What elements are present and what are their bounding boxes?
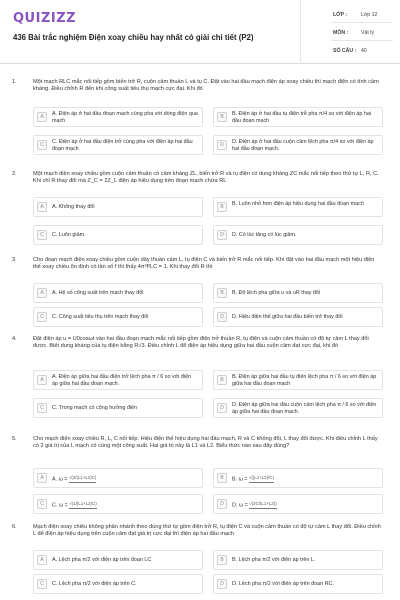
question-text: Một mạch RLC mắc nối tiếp gồm biến trở R, cuộn cảm thuần L và tụ C. Đặt vào hai đầu mạch điện áp xoay chiều thì mạch điện có tính cảm kháng. Điều chỉnh R đến khi công suất tiêu thụ mạch cực đại. Khi đó — [33, 79, 379, 93]
question-text: Đặt điện áp u = U0cosωt vào hai đầu đoạn mạch mắc nối tiếp gồm điện trở thuần R, tụ điện và cuộn cảm thuần có độ tự cảm L thay đổi được. Biết dung kháng của tụ điện bằng R√3. Điều chỉnh L để điện áp hiệu dụng giữa hai đầu cuộn cảm đạt cực đại, khi đó — [33, 336, 369, 350]
option-a[interactable]: A A. Lệch pha π/2 với điện áp trên đoạn LC — [33, 550, 203, 570]
option-b[interactable]: B B. Lệch pha π/2 với điện áp trên L. — [213, 550, 383, 570]
question-number: 6. — [12, 524, 17, 530]
question-text: Cho đoạn mạch điện xoay chiều gồm cuộn dây thuần cảm L, tụ điện C và biến trở R mắc nối tiếp. Khi đặt vào hai đầu mạch một hiệu điện thế xoay chiều ổn định có tần số f thì thấy 4π²f²LC = 1. Khi thay đổi R thì — [33, 257, 375, 271]
formula: √(2/(L1+L2)C) — [69, 475, 96, 483]
option-d[interactable]: D D. Lệch pha π/2 với điện áp trên đoạn RC. — [213, 574, 383, 594]
question-text: Mạch điện xoay chiều không phân nhánh theo đúng thứ tự gồm điện trở R, tụ điện C và cuộn cảm thuần có độ tự cảm L thay đổi. Điều chỉnh L để điện áp hiệu dụng trên cuộn cảm đạt giá trị cực đại thì điện áp hai đầu mạch — [33, 524, 381, 538]
option-letter-badge: B — [217, 288, 227, 298]
option-d[interactable]: D D. Điện áp ở hai đầu cuộn cảm lệch pha π/4 so với điện áp hai đầu đoạn mạch. — [213, 135, 383, 155]
option-letter-badge: B — [217, 473, 227, 483]
option-a[interactable]: A A. Điện áp giữa hai đầu điện trở lệch pha π / 6 so với điện áp giữa hai đầu đoạn mạch. — [33, 370, 203, 390]
option-letter-badge: D — [217, 230, 227, 240]
option-letter-badge: A — [37, 473, 47, 483]
option-b[interactable]: B B. ω = √((L1+L2)/C) — [213, 468, 383, 488]
formula: √(1/(L1+L2)C) — [69, 501, 96, 509]
option-b[interactable]: B B. Điện áp ở hai đầu tụ điện trễ pha π/4 so với điện áp hai đầu đoạn mạch — [213, 107, 383, 127]
option-letter-badge: D — [217, 312, 227, 322]
question-number: 5. — [12, 436, 17, 442]
option-letter-badge: D — [217, 403, 227, 413]
option-c[interactable]: C C. Trong mạch có cộng hưởng điện — [33, 398, 203, 418]
option-a[interactable]: A A. ω = √(2/(L1+L2)C) — [33, 468, 203, 488]
option-letter-badge: B — [217, 202, 227, 212]
option-letter-badge: C — [37, 312, 47, 322]
option-letter-badge: A — [37, 112, 47, 122]
option-letter-badge: C — [37, 230, 47, 240]
meta-subject: MÔN : Vật lý — [333, 30, 374, 36]
document-header — [0, 0, 400, 64]
page-title: 436 Bài trắc nghiệm Điện xoay chiều hay nhất có giải chi tiết (P2) — [13, 33, 254, 42]
meta-grade: LỚP : Lớp 12 — [333, 12, 378, 18]
option-letter-badge: D — [217, 579, 227, 589]
option-letter-badge: B — [217, 375, 227, 385]
option-d[interactable]: D D. Điện áp giữa hai đầu cuộn cảm lệch pha π / 6 so với điện áp giữa hai đầu đoạn mạch. — [213, 398, 383, 418]
option-letter-badge: C — [37, 140, 47, 150]
option-a[interactable]: A A. Điện áp ở hai đầu đoạn mạch cùng pha với dòng điện qua mạch — [33, 107, 203, 127]
question-text: Cho mạch điện xoay chiều R, L, C nối tiếp. Hiệu điện thế hiệu dụng hai đầu mạch, R và C không đổi, L thay đổi được. Khi điều chỉnh L thấy có 2 giá trị của L mạch có cùng một công suất. Hai giá trị này là L1 và L2. Biểu thức nào sau đây đúng? — [33, 436, 378, 450]
formula: √((L1+L2)/C) — [249, 475, 274, 483]
question-text: Một mạch điện xoay chiều gồm cuộn cảm thuần có cảm kháng ZL, biến trở R và tụ điện có dung kháng ZC mắc nối tiếp theo thứ tự L, R, C. Khi chỉ R thay đổi mà Z_C = 2Z_L điện áp hiệu dụng trên đoạn mạch chứa RL — [33, 171, 379, 185]
question-number: 3. — [12, 257, 17, 263]
option-d[interactable]: D D. Hiệu điện thế giữa hai đầu biến trở thay đổi — [213, 307, 383, 327]
option-letter-badge: A — [37, 288, 47, 298]
option-c[interactable]: C C. ω = √(1/(L1+L2)C) — [33, 494, 203, 514]
option-c[interactable]: C C. Lệch pha π/2 với điện áp trên C. — [33, 574, 203, 594]
option-d[interactable]: D D. ω = √(2C/(L1+L2)) — [213, 494, 383, 514]
question-number: 4. — [12, 336, 17, 342]
formula: √(2C/(L1+L2)) — [249, 501, 276, 509]
option-a[interactable]: A A. Không thay đổi — [33, 197, 203, 217]
option-letter-badge: D — [217, 499, 227, 509]
option-b[interactable]: B B. Luôn nhỏ hơn điện áp hiệu dụng hai đầu đoạn mạch — [213, 197, 383, 217]
option-letter-badge: A — [37, 375, 47, 385]
option-letter-badge: D — [217, 140, 227, 150]
option-b[interactable]: B B. Điện áp giữa hai đầu tụ điện lệch pha π / 6 so với điện áp giữa hai đầu đoạn mạch — [213, 370, 383, 390]
option-letter-badge: B — [217, 555, 227, 565]
option-c[interactable]: C C. Điện áp ở hai đầu điện trở cùng pha với điện áp hai đầu đoạn mạch — [33, 135, 203, 155]
option-letter-badge: A — [37, 555, 47, 565]
question-number: 1. — [12, 79, 17, 85]
option-letter-badge: A — [37, 202, 47, 212]
option-d[interactable]: D D. Có lúc tăng có lúc giảm. — [213, 225, 383, 245]
option-letter-badge: C — [37, 403, 47, 413]
option-c[interactable]: C C. Công suất tiêu thụ trên mạch thay đổi — [33, 307, 203, 327]
quizizz-logo: QUIZIZZ — [13, 11, 77, 26]
option-b[interactable]: B B. Độ lệch pha giữa u và uR thay đổi — [213, 283, 383, 303]
option-c[interactable]: C C. Luôn giảm. — [33, 225, 203, 245]
question-number: 2. — [12, 171, 17, 177]
option-letter-badge: C — [37, 499, 47, 509]
meta-question-count: SỐ CÂU : 40 — [333, 48, 367, 54]
option-letter-badge: B — [217, 112, 227, 122]
option-letter-badge: C — [37, 579, 47, 589]
meta-panel — [300, 0, 400, 64]
option-a[interactable]: A A. Hệ số công suất trên mạch thay đổi — [33, 283, 203, 303]
